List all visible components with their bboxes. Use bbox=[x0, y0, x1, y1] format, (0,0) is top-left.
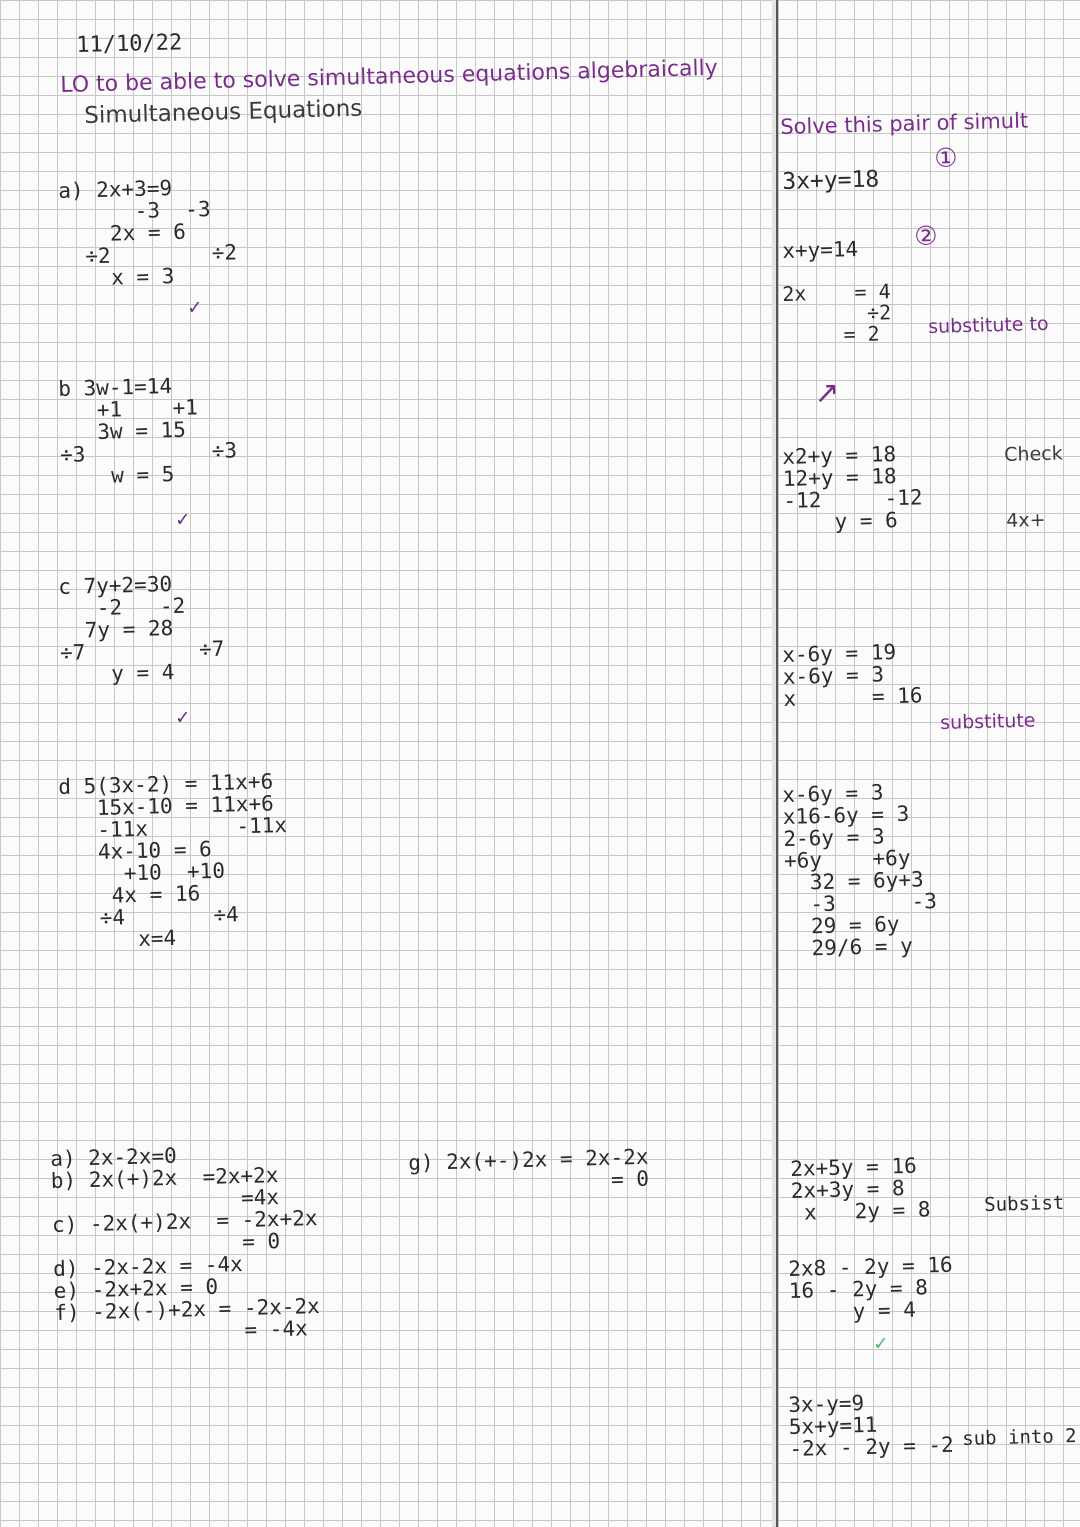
circled-number: ① bbox=[933, 143, 959, 174]
page-title: Simultaneous Equations bbox=[83, 95, 363, 129]
tick-icon: ✓ bbox=[175, 506, 190, 531]
equation-2: x+y=14 bbox=[781, 237, 859, 263]
elimination-step: 2x = 4 ÷2 = 2 bbox=[781, 279, 892, 348]
equation-pair-3: 2x+5y = 16 2x+3y = 8 x 2y = 8 bbox=[789, 1153, 931, 1226]
equation-b: b 3w-1=14 +1 +1 3w = 15 ÷3 ÷3 w = 5 bbox=[57, 374, 238, 490]
sign-rules-list: a) 2x-2x=0 b) 2x(+)2x =2x+2x =4x c) -2x(+)2x = -2x+2x = 0 d) -2x-2x = -4x e) -2x+2x = 0 f) -2x(-)+2x = -2x-2x = -4x bbox=[49, 1143, 321, 1348]
equation-c: c 7y+2=30 -2 -2 7y = 28 ÷7 ÷7 y = 4 bbox=[57, 572, 225, 688]
learning-objective: LO to be able to solve simultaneous equations algebraically bbox=[59, 55, 719, 98]
circled-number: ② bbox=[913, 221, 939, 252]
annotation: Subsist bbox=[983, 1191, 1065, 1216]
tick-icon: ✓ bbox=[873, 1330, 888, 1355]
right-heading: Solve this pair of simult bbox=[779, 108, 1029, 139]
annotation: substitute bbox=[939, 709, 1036, 734]
sign-rule-g: g) 2x(+-)2x = 2x-2x = 0 bbox=[407, 1144, 650, 1198]
substitution-step: 2x8 - 2y = 16 16 - 2y = 8 y = 4 bbox=[787, 1252, 953, 1326]
annotation: substitute to bbox=[927, 312, 1049, 338]
equation-a: a) 2x+3=9 -3 -3 2x = 6 ÷2 ÷2 x = 3 bbox=[57, 176, 238, 292]
tick-icon: ✓ bbox=[175, 704, 190, 729]
equation-1: 3x+y=18 bbox=[781, 166, 880, 195]
arrow-icon: ↗ bbox=[813, 375, 840, 411]
annotation: sub into 2 bbox=[961, 1425, 1077, 1450]
right-notebook-page bbox=[776, 0, 1080, 1527]
substitution-step: x2+y = 18 12+y = 18 -12 -12 y = 6 bbox=[781, 442, 923, 536]
check-equation: 4x+ bbox=[1005, 508, 1046, 532]
equation-pair-4: 3x-y=9 5x+y=11 -2x - 2y = -2 bbox=[787, 1391, 955, 1462]
check-label: Check bbox=[1003, 442, 1063, 466]
substitution-step: x-6y = 3 x16-6y = 3 2-6y = 3 +6y +6y 32 = 6y+3 -3 -3 29 = 6y 29/6 = y bbox=[781, 780, 938, 962]
tick-icon: ✓ bbox=[187, 294, 202, 319]
equation-d: d 5(3x-2) = 11x+6 15x-10 = 11x+6 -11x -11x 4x-10 = 6 +10 +10 4x = 16 ÷4 ÷4 x=4 bbox=[57, 769, 288, 954]
date: 11/10/22 bbox=[75, 30, 183, 58]
equation-pair-2: x-6y = 19 x-6y = 3 x = 16 bbox=[781, 640, 923, 712]
